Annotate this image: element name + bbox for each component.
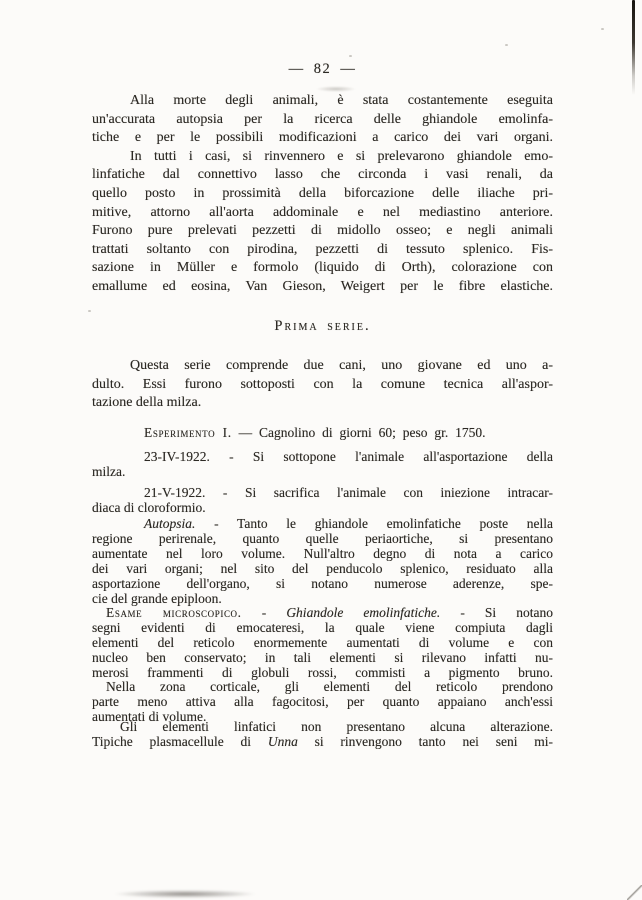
text-segment: nucleo ben conservato; in tali elementi si rilevano infatti nu-	[92, 650, 553, 666]
section-heading: Prima serie.	[274, 318, 371, 334]
text-line	[92, 241, 553, 260]
text-segment: mitive, attorno all'aorta addominale e nel mediastino anteriore.	[92, 204, 553, 220]
text-line	[92, 500, 553, 515]
text-segment: Gli elementi linfatici non presentano alcuna alterazione.	[120, 719, 553, 734]
smallcaps-text: Esperimento I.	[144, 425, 232, 440]
text-line	[92, 222, 553, 241]
text-line	[92, 449, 553, 464]
text-line	[92, 734, 553, 749]
text-segment: 23-IV-1922. - Si sottopone l'animale all'asportazione della	[144, 449, 553, 464]
text-segment: regione perirenale, quanto quelle periaortiche, si presentano	[92, 531, 553, 547]
paragraph-zona-corticale	[92, 679, 553, 724]
text-segment: tazione della milza.	[92, 395, 202, 411]
text-line	[92, 485, 553, 500]
italic-text: Ghiandole emolinfatiche.	[286, 605, 441, 620]
text-line	[92, 394, 553, 413]
text-segment: — Cagnolino di giorni 60; peso gr. 1750.	[231, 425, 486, 440]
scan-corner-mark-artifact	[627, 885, 642, 900]
paragraph-autopsia	[92, 516, 553, 607]
text-segment: Tipiche plasmacellule di	[92, 734, 268, 750]
text-segment: diaca di cloroformio.	[92, 500, 206, 516]
text-line	[92, 278, 553, 297]
text-line	[92, 259, 553, 278]
text-line	[92, 605, 553, 620]
text-line	[92, 166, 553, 185]
text-segment: linfatiche dal connettivo lasso che circonda i vasi renali, da	[92, 167, 553, 183]
text-line	[92, 650, 553, 665]
text-line	[92, 719, 553, 734]
smallcaps-text: Esame microscopico.	[106, 605, 242, 620]
paragraph-date-1	[92, 449, 553, 479]
text-segment: In tutti i casi, si rinvennero e si prelevarono ghiandole emo-	[130, 148, 553, 164]
scan-speck-artifact	[505, 44, 508, 46]
text-line	[92, 129, 553, 148]
text-line	[92, 531, 553, 546]
text-line	[92, 516, 553, 531]
text-segment: parte meno attiva alla fagocitosi, per quanto appaiano anch'essi	[92, 694, 553, 710]
text-line	[92, 464, 553, 479]
text-segment: sazione in Müller e formolo (liquido di Orth), colorazione con	[92, 260, 553, 276]
text-line	[92, 148, 553, 167]
paragraph-autopsy-intro	[92, 92, 553, 297]
text-segment: - Si notano	[440, 605, 553, 620]
text-segment: Furono pure prelevati pezzetti di midollo osseo; e negli animali	[92, 223, 553, 239]
text-line	[92, 635, 553, 650]
text-segment: un'accurata autopsia per la ricerca delle ghiandole emolinfa-	[92, 111, 553, 127]
text-line	[92, 576, 553, 591]
text-segment: asportazione dell'organo, si notano numerose aderenze, spe-	[92, 576, 553, 592]
paragraph-date-2	[92, 485, 553, 515]
text-line	[92, 204, 553, 223]
text-segment: tiche e per le possibili modificazioni a carico dei vari organi.	[92, 130, 553, 146]
text-segment: segni evidenti di emocateresi, la quale viene compiuta dagli	[92, 620, 553, 636]
text-line	[92, 111, 553, 130]
text-segment: 21-V-1922. - Si sacrifica l'animale con iniezione intracar-	[144, 485, 553, 500]
text-segment: aumentati di volume.	[92, 709, 207, 725]
text-segment: Nella zona corticale, gli elementi del reticolo prendono	[106, 679, 553, 694]
text-line	[92, 376, 553, 395]
paragraph-elementi-linfatici	[92, 719, 553, 749]
text-segment: dulto. Essi furono sottoposti con la comune tecnica all'aspor-	[92, 376, 553, 392]
text-segment: Questa serie comprende due cani, uno giovane ed uno a-	[130, 358, 553, 373]
paragraph-series-intro	[92, 357, 553, 413]
text-line	[92, 620, 553, 635]
text-segment: aumentate nel loro volume. Null'altro degno di nota a carico	[92, 546, 553, 562]
scan-smudge-bottom-artifact	[115, 890, 255, 898]
text-segment: trattati soltanto con pirodina, pezzetti di tessuto splenico. Fis-	[92, 241, 553, 257]
text-segment: merosi frammenti di globuli rossi, commisti a pigmento bruno.	[92, 665, 553, 681]
text-line	[92, 694, 553, 709]
paragraph-esame-microscopico	[92, 605, 553, 680]
text-segment: emallume ed eosina, Van Gieson, Weigert per le fibre elastiche.	[92, 278, 553, 294]
scan-speck-artifact	[349, 55, 352, 57]
scan-streak-artifact	[632, 0, 635, 95]
italic-text: Autopsia.	[144, 516, 196, 531]
experiment-title-line	[92, 425, 553, 440]
text-segment: quello posto in prossimità della biforcazione delle iliache pri-	[92, 185, 553, 201]
text-segment: - Tanto le ghiandole emolinfatiche poste nella	[195, 516, 553, 531]
text-segment: -	[241, 605, 287, 620]
text-segment: cie del grande epiploon.	[92, 591, 222, 607]
text-line	[92, 679, 553, 694]
text-segment: Alla morte degli animali, è stata costantemente eseguita	[130, 93, 553, 108]
page-number: — 82 —	[288, 61, 357, 77]
text-segment: si rinvengono tanto nei seni mi-	[297, 734, 553, 750]
text-segment: elementi del reticolo enormemente aumentati di volume e con	[92, 635, 553, 651]
text-segment: dei vari organi; nel sito del penducolo splenico, residuato alla	[92, 561, 553, 577]
text-line	[92, 92, 553, 111]
scan-speck-artifact	[88, 310, 91, 312]
text-line	[92, 185, 553, 204]
scan-speck-artifact	[601, 28, 604, 30]
text-line	[92, 546, 553, 561]
italic-text: Unna	[267, 734, 298, 750]
text-line	[92, 561, 553, 576]
text-line	[92, 425, 553, 440]
text-segment: milza.	[92, 464, 126, 480]
text-line	[92, 357, 553, 376]
